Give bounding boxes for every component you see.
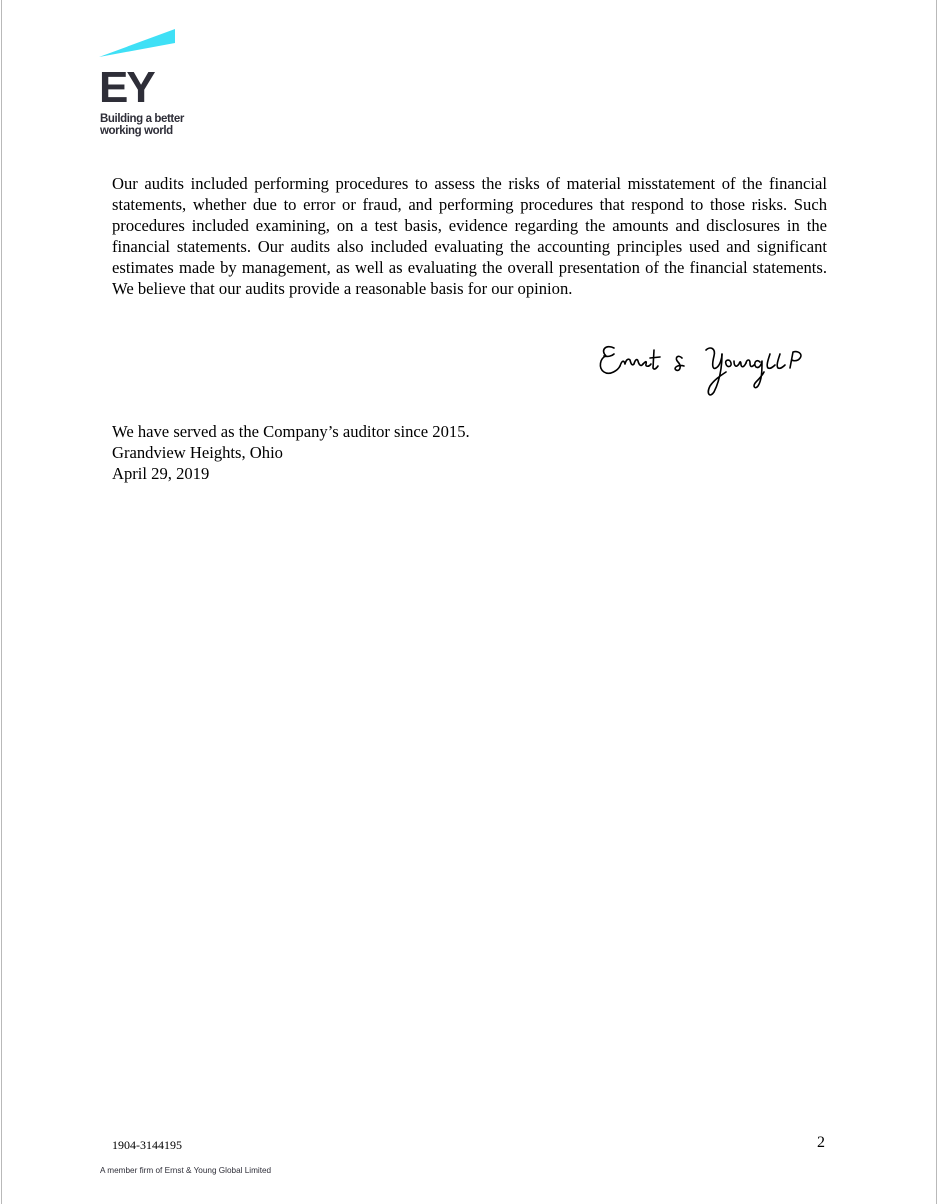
ey-logo-tagline: [100, 113, 184, 137]
auditor-since-line: We have served as the Company’s auditor since 2015.: [112, 422, 470, 441]
ey-logo-wordmark: EY: [99, 63, 154, 112]
page-border-right: [936, 0, 937, 1204]
closing-block: [112, 421, 470, 484]
audit-procedures-paragraph: Our audits included performing procedures to assess the risks of material misstatement of the financial statements, whether due to error or fraud, and performing procedures that respond to those risks. Such procedures included examining, on a test basis, evidence regarding the amounts and disclosures in the financial statements. Our audits also included evaluating the accounting principles used and significant estimates made by management, as well as evaluating the overall presentation of the financial statements. We believe that our audits provide a reasonable basis for our opinion.: [112, 174, 827, 298]
ernst-young-signature: [598, 336, 828, 406]
member-firm-footer: A member firm of Ernst & Young Global Limited: [100, 1166, 272, 1175]
location-line: Grandview Heights, Ohio: [112, 443, 283, 462]
ey-logo: [99, 29, 199, 139]
page-number: 2: [817, 1134, 825, 1151]
document-id: 1904-3144195: [112, 1138, 182, 1152]
date-line: April 29, 2019: [112, 464, 210, 483]
page-border-left: [1, 0, 2, 1204]
ey-logo-accent-bar: [99, 29, 179, 59]
signature-image: [598, 336, 828, 406]
ey-logo-tagline-line2: working world: [100, 125, 173, 137]
ey-logo-tagline-line1: Building a better: [100, 113, 184, 125]
